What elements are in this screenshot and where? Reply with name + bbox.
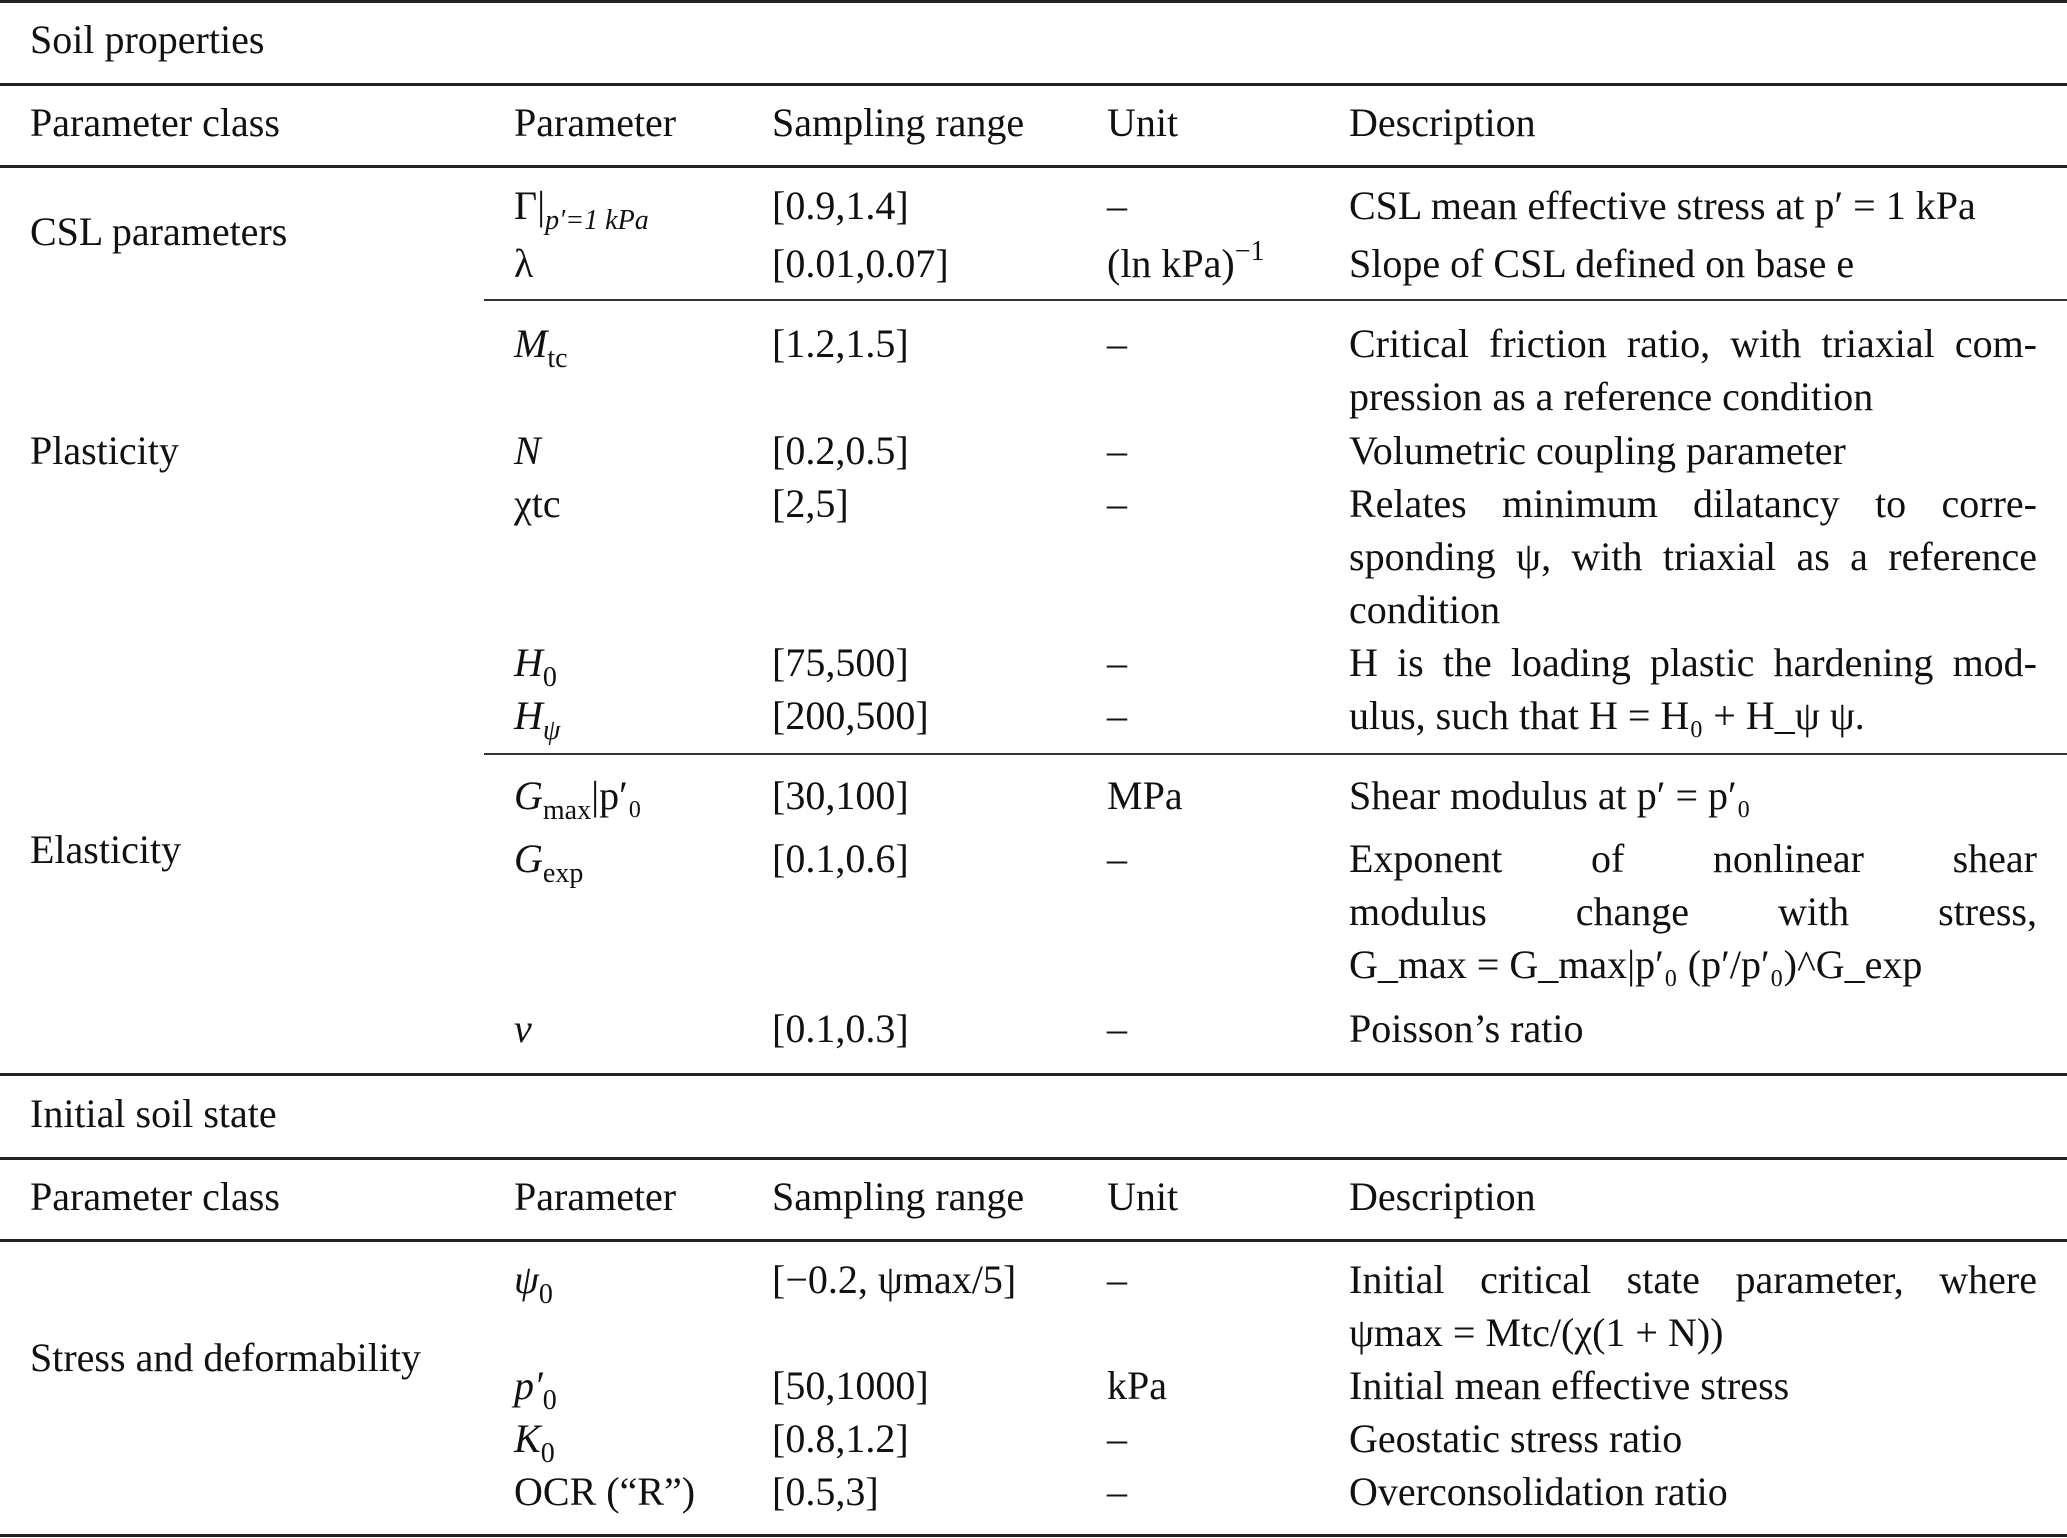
description: G_max = G_max|p′₀ (p′/p′₀)^G_exp: [1349, 942, 1923, 987]
header-bottom-rule: [0, 165, 2067, 168]
parameter-class: Stress and deformability: [30, 1335, 422, 1380]
description: Slope of CSL defined on base e: [1349, 241, 1855, 286]
unit: –: [1107, 428, 1127, 473]
unit: –: [1107, 481, 1127, 526]
sampling-range: [30,100]: [772, 773, 909, 818]
parameter-symbol: OCR (“R”): [514, 1469, 696, 1514]
unit: –: [1107, 183, 1127, 228]
parameter-symbol: $p'_0$: [514, 1363, 557, 1416]
parameter-symbol: $G_{exp}$: [514, 836, 584, 889]
unit: (ln kPa)$^{-1}$: [1107, 236, 1265, 286]
description: Volumetric coupling parameter: [1349, 428, 1846, 473]
description: Exponent of nonlinear shear: [1349, 836, 2037, 881]
sampling-range: [1.2,1.5]: [772, 321, 909, 366]
description: condition: [1349, 587, 1501, 632]
unit: –: [1107, 640, 1127, 685]
unit: –: [1107, 1006, 1127, 1051]
parameter-symbol: N: [514, 428, 541, 473]
unit: –: [1107, 321, 1127, 366]
parameter-symbol: $H_0$: [514, 640, 557, 693]
column-header: Parameter class: [30, 100, 280, 145]
sampling-range: [0.5,3]: [772, 1469, 879, 1514]
description: Initial mean effective stress: [1349, 1363, 1790, 1408]
description: pression as a reference condition: [1349, 374, 1874, 419]
sampling-range: [0.2,0.5]: [772, 428, 909, 473]
sampling-range: [50,1000]: [772, 1363, 929, 1408]
column-header: Unit: [1107, 100, 1179, 145]
parameter-class: CSL parameters: [30, 209, 288, 254]
sampling-range: [0.8,1.2]: [772, 1416, 909, 1461]
sampling-range: [0.01,0.07]: [772, 241, 949, 286]
group-divider-rule: [484, 299, 2067, 301]
sampling-range: [2,5]: [772, 481, 849, 526]
column-header: Description: [1349, 100, 1536, 145]
sampling-range: [75,500]: [772, 640, 909, 685]
parameter-symbol: $G_{max}|p'_0$: [514, 773, 642, 826]
parameter-symbol: $\psi_0$: [514, 1257, 553, 1310]
unit: –: [1107, 1469, 1127, 1514]
description: ψmax = Mtc/(χ(1 + N)): [1349, 1310, 1724, 1355]
unit: –: [1107, 1257, 1127, 1302]
column-header: Sampling range: [772, 100, 1025, 145]
unit: –: [1107, 693, 1127, 738]
sampling-range: [0.9,1.4]: [772, 183, 909, 228]
description: Poisson’s ratio: [1349, 1006, 1584, 1051]
parameter-symbol: ν: [514, 1006, 532, 1051]
sampling-range: [0.1,0.6]: [772, 836, 909, 881]
description: sponding ψ, with triaxial as a reference: [1349, 534, 2037, 579]
header-bottom-rule: [0, 1239, 2067, 1242]
sampling-range: [0.1,0.3]: [772, 1006, 909, 1051]
unit: –: [1107, 1416, 1127, 1461]
description: modulus change with stress,: [1349, 889, 2037, 934]
unit: kPa: [1107, 1363, 1167, 1408]
section-title: Initial soil state: [30, 1091, 277, 1136]
column-header: Description: [1349, 1174, 1536, 1219]
top-rule: [0, 0, 2067, 3]
parameter-symbol: $\Gamma|_{p'=1 kPa}$: [514, 183, 649, 236]
parameter-class: Plasticity: [30, 428, 179, 473]
column-header: Sampling range: [772, 1174, 1025, 1219]
description: Shear modulus at p′ = p′₀: [1349, 773, 1751, 818]
description: CSL mean effective stress at p′ = 1 kPa: [1349, 183, 1976, 228]
parameter-symbol: $M_{tc}$: [514, 321, 568, 374]
sampling-range: [200,500]: [772, 693, 929, 738]
description: Initial critical state parameter, where: [1349, 1257, 2037, 1302]
parameter-symbol: $K_0$: [514, 1416, 555, 1469]
parameter-class: Elasticity: [30, 827, 182, 872]
column-header: Parameter: [514, 1174, 677, 1219]
section-title: Soil properties: [30, 17, 265, 62]
parameter-symbol: $H_\psi$: [514, 693, 561, 746]
description: Overconsolidation ratio: [1349, 1469, 1728, 1514]
column-header: Unit: [1107, 1174, 1179, 1219]
sampling-range: [−0.2, ψmax/5]: [772, 1257, 1017, 1302]
parameter-symbol: χtc: [514, 481, 561, 526]
description: H is the loading plastic hardening mod-: [1349, 640, 2037, 685]
description: ulus, such that H = H₀ + H_ψ ψ.: [1349, 693, 1865, 738]
section-divider-rule: [0, 1073, 2067, 1076]
header-top-rule: [0, 83, 2067, 86]
unit: –: [1107, 836, 1127, 881]
header-top-rule: [0, 1157, 2067, 1160]
parameter-symbol: λ: [514, 241, 534, 286]
description: Critical friction ratio, with triaxial com-: [1349, 321, 2037, 366]
description: Geostatic stress ratio: [1349, 1416, 1683, 1461]
description: Relates minimum dilatancy to corre-: [1349, 481, 2037, 526]
group-divider-rule: [484, 753, 2067, 755]
bottom-rule: [0, 1534, 2067, 1537]
column-header: Parameter: [514, 100, 677, 145]
column-header: Parameter class: [30, 1174, 280, 1219]
unit: MPa: [1107, 773, 1183, 818]
